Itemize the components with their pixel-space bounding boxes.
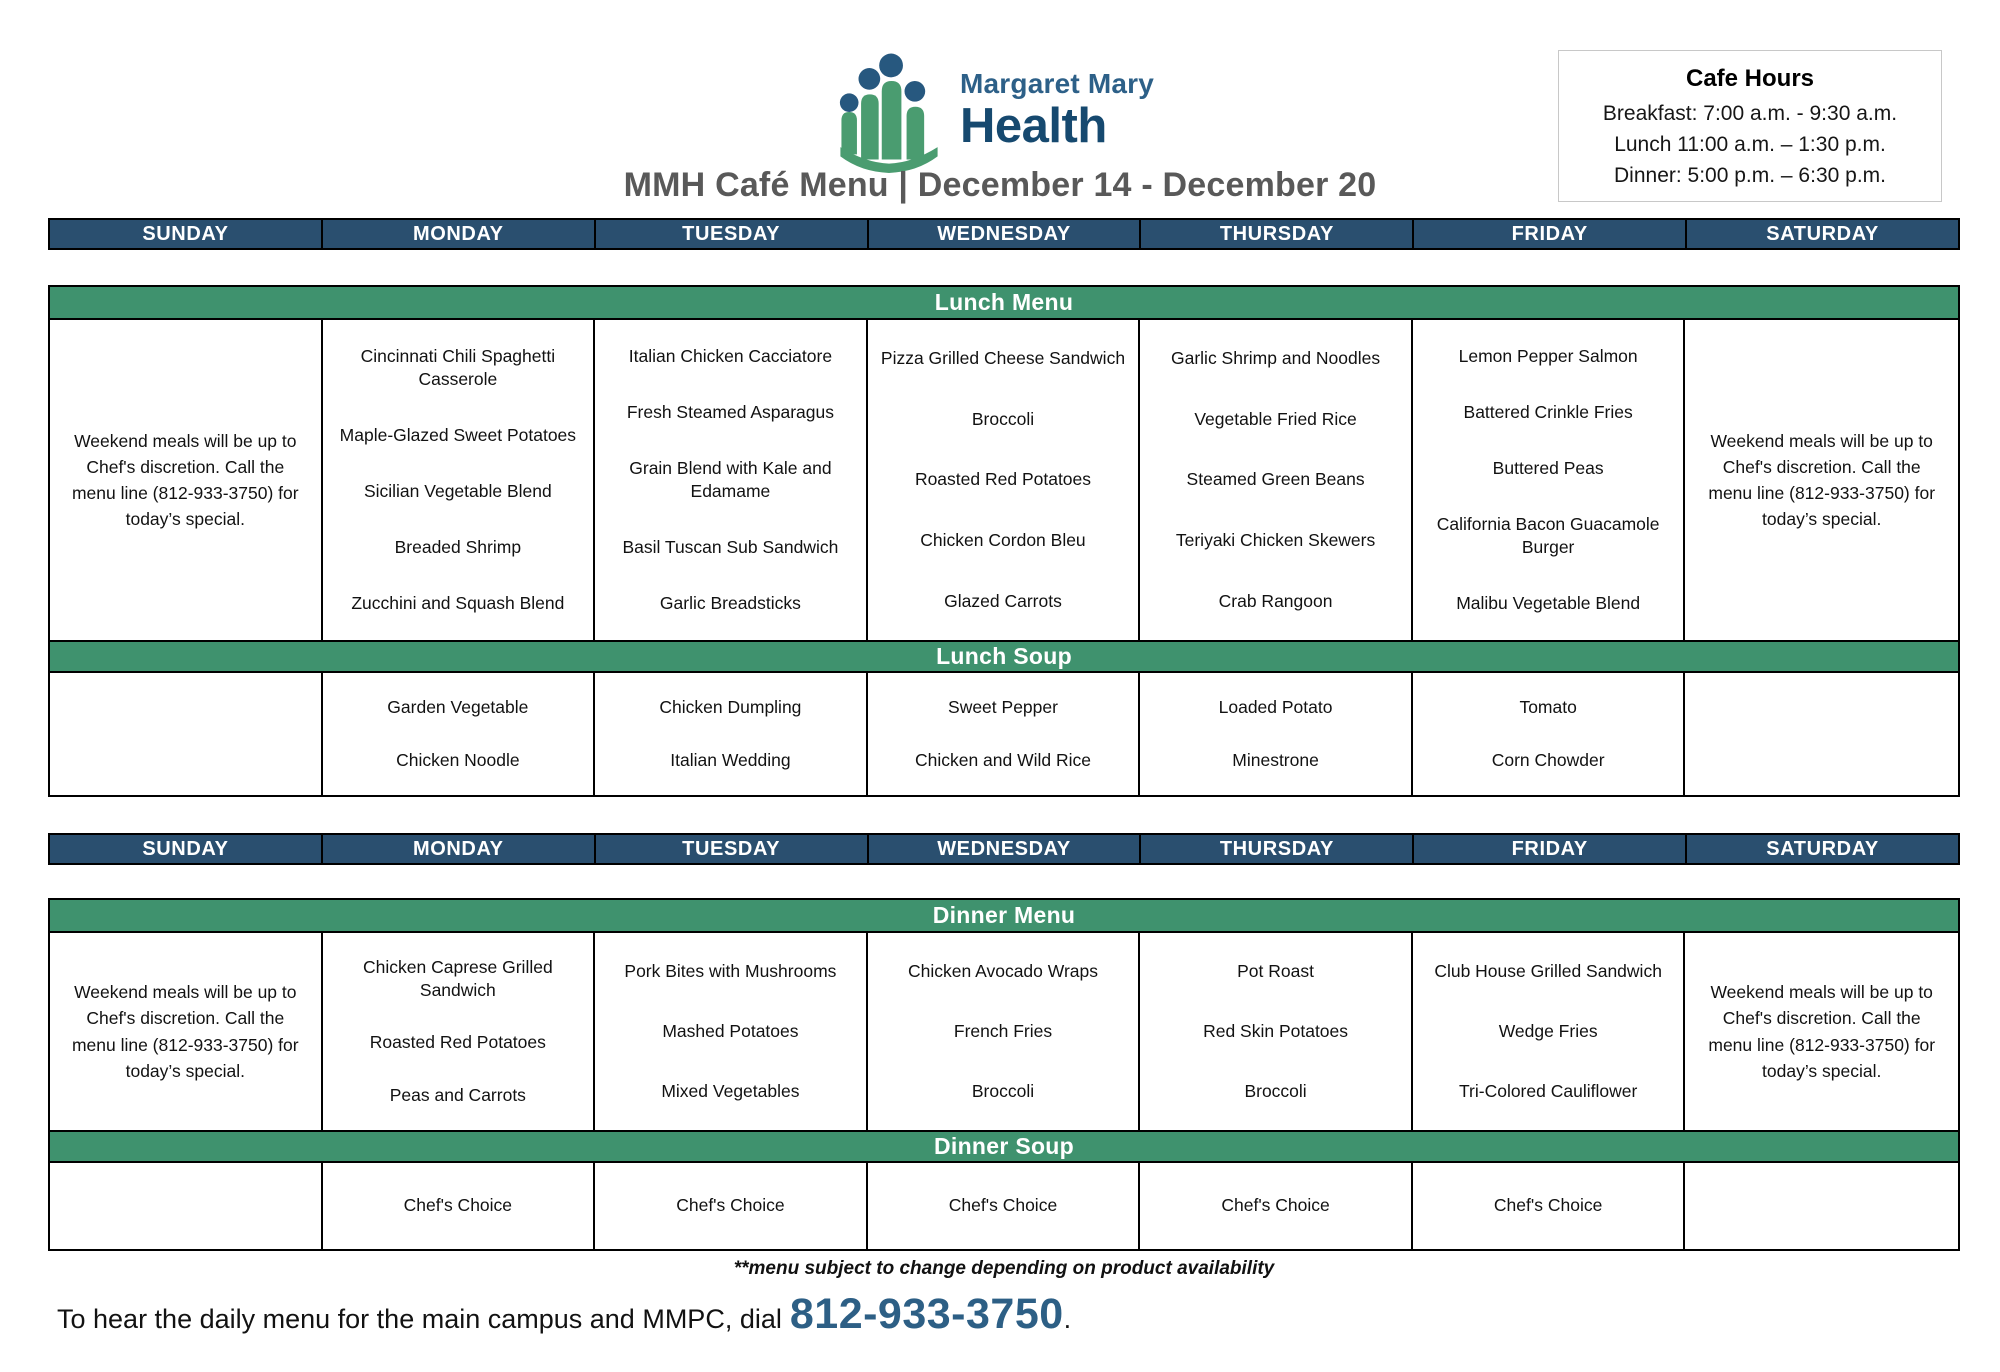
dinner-cell-tuesday	[595, 933, 868, 1130]
menu-item: Roasted Red Potatoes	[369, 1032, 546, 1053]
menu-item: California Bacon Guacamole Burger	[1436, 514, 1660, 558]
dinner-menu-grid	[50, 933, 1958, 1130]
menu-item: Grain Blend with Kale and Edamame	[629, 457, 832, 501]
dinner-cell-saturday	[1685, 933, 1958, 1130]
menu-item: Maple-Glazed Sweet Potatoes	[339, 424, 577, 445]
menu-item: Club House Grilled Sandwich	[1434, 960, 1662, 981]
cafe-hours-dinner: Dinner: 5:00 p.m. – 6:30 p.m.	[1614, 163, 1886, 187]
menu-item: Pork Bites with Mushrooms	[624, 960, 837, 981]
weekend-note: Weekend meals will be up to Chef's discretion. Call the menu line (812-933-3750) for today’s special.	[71, 982, 299, 1081]
menu-item: Fresh Steamed Asparagus	[626, 401, 835, 422]
soup-item: Chef's Choice	[948, 1195, 1058, 1216]
menu-item: French Fries	[953, 1020, 1053, 1041]
soup-item: Chicken Noodle	[396, 749, 520, 770]
day-header-tuesday: TUESDAY	[596, 835, 867, 863]
lunch-cell-monday	[323, 320, 596, 640]
menu-item: Glazed Carrots	[944, 591, 1062, 612]
cafe-hours-lunch: Lunch 11:00 a.m. – 1:30 p.m.	[1614, 132, 1886, 156]
menu-item: Chicken Avocado Wraps	[907, 960, 1098, 981]
dinner-soup-friday	[1413, 1163, 1686, 1249]
soup-item: Loaded Potato	[1218, 696, 1333, 717]
menu-item: Crab Rangoon	[1218, 591, 1333, 612]
menu-item: Wedge Fries	[1498, 1020, 1598, 1041]
day-header-monday: MONDAY	[323, 220, 594, 248]
lunch-menu-grid	[50, 320, 1958, 640]
dinner-cell-thursday	[1140, 933, 1413, 1130]
lunch-soup-saturday	[1685, 673, 1958, 795]
menu-item: Buttered Peas	[1492, 457, 1604, 478]
weekend-note: Weekend meals will be up to Chef's discretion. Call the menu line (812-933-3750) for today’s special.	[1708, 430, 1936, 530]
lunch-table	[48, 285, 1960, 797]
menu-item: Roasted Red Potatoes	[914, 469, 1092, 490]
dinner-soup-thursday	[1140, 1163, 1413, 1249]
menu-item: Sicilian Vegetable Blend	[363, 480, 552, 501]
day-header-friday: FRIDAY	[1414, 835, 1685, 863]
brand-name-top: Margaret Mary	[960, 68, 1155, 99]
phone-line-text: To hear the daily menu for the main campus and MMPC, dial	[57, 1304, 782, 1334]
day-header-thursday: THURSDAY	[1141, 835, 1412, 863]
lunch-soup-grid	[50, 673, 1958, 795]
soup-item: Italian Wedding	[670, 749, 791, 770]
dinner-menu-banner: Dinner Menu	[50, 900, 1958, 933]
weekend-note: Weekend meals will be up to Chef's discretion. Call the menu line (812-933-3750) for today’s special.	[71, 430, 299, 530]
soup-item: Chef's Choice	[1221, 1195, 1330, 1216]
day-header-saturday: SATURDAY	[1687, 220, 1958, 248]
lunch-soup-wednesday	[868, 673, 1141, 795]
menu-item: Pizza Grilled Cheese Sandwich	[880, 347, 1126, 368]
availability-footnote: **menu subject to change depending on product availability	[733, 1258, 1275, 1279]
dinner-cell-friday	[1413, 933, 1686, 1130]
soup-item: Garden Vegetable	[387, 696, 529, 717]
menu-item: Chicken Caprese Grilled Sandwich	[363, 956, 553, 1000]
cafe-hours-box	[1558, 50, 1942, 202]
menu-item: Vegetable Fried Rice	[1194, 408, 1357, 429]
lunch-soup-tuesday	[595, 673, 868, 795]
menu-item: Steamed Green Beans	[1186, 469, 1365, 490]
day-header-monday: MONDAY	[323, 835, 594, 863]
soup-item: Corn Chowder	[1491, 749, 1605, 770]
day-header-wednesday: WEDNESDAY	[869, 835, 1140, 863]
dinner-cell-sunday	[50, 933, 323, 1130]
day-header-sunday: SUNDAY	[50, 835, 321, 863]
menu-item: Broccoli	[971, 408, 1035, 429]
menu-item: Tri-Colored Cauliflower	[1458, 1081, 1638, 1102]
menu-item: Teriyaki Chicken Skewers	[1175, 530, 1376, 551]
menu-item: Italian Chicken Cacciatore	[628, 345, 833, 366]
lunch-cell-wednesday	[868, 320, 1141, 640]
brand-text	[960, 68, 1154, 154]
dinner-soup-sunday	[50, 1163, 323, 1249]
lunch-soup-thursday	[1140, 673, 1413, 795]
lunch-cell-tuesday	[595, 320, 868, 640]
dinner-soup-wednesday	[868, 1163, 1141, 1249]
menu-item: Cincinnati Chili Spaghetti Casserole	[360, 345, 556, 389]
day-header-thursday: THURSDAY	[1141, 220, 1412, 248]
day-header-row-dinner	[48, 833, 1960, 865]
phone-number: 812-933-3750	[789, 1290, 1064, 1338]
dinner-soup-saturday	[1685, 1163, 1958, 1249]
lunch-menu-banner: Lunch Menu	[50, 287, 1958, 320]
page-title: MMH Café Menu | December 14 - December 20	[623, 166, 1377, 204]
menu-item: Peas and Carrots	[389, 1085, 526, 1106]
day-header-tuesday: TUESDAY	[596, 220, 867, 248]
lunch-cell-saturday	[1685, 320, 1958, 640]
day-header-sunday: SUNDAY	[50, 220, 321, 248]
menu-item: Garlic Shrimp and Noodles	[1171, 347, 1381, 368]
lunch-soup-banner: Lunch Soup	[50, 640, 1958, 673]
soup-item: Minestrone	[1232, 749, 1319, 770]
lunch-soup-sunday	[50, 673, 323, 795]
cafe-hours-breakfast: Breakfast: 7:00 a.m. - 9:30 a.m.	[1602, 102, 1898, 125]
soup-item: Sweet Pepper	[948, 696, 1058, 717]
menu-item: Garlic Breadsticks	[659, 593, 801, 614]
menu-item: Zucchini and Squash Blend	[351, 593, 565, 614]
soup-item: Chicken and Wild Rice	[914, 749, 1092, 770]
menu-item: Lemon Pepper Salmon	[1458, 345, 1638, 366]
dinner-table	[48, 898, 1960, 1251]
menu-item: Broccoli	[1244, 1081, 1307, 1102]
day-header-wednesday: WEDNESDAY	[869, 220, 1140, 248]
dinner-soup-grid	[50, 1163, 1958, 1249]
menu-item: Pot Roast	[1237, 960, 1314, 981]
lunch-cell-sunday	[50, 320, 323, 640]
dinner-soup-banner: Dinner Soup	[50, 1130, 1958, 1163]
brand-name-bottom: Health	[960, 99, 1107, 153]
lunch-soup-friday	[1413, 673, 1686, 795]
weekend-note: Weekend meals will be up to Chef's discretion. Call the menu line (812-933-3750) for today’s special.	[1708, 982, 1936, 1081]
menu-item: Malibu Vegetable Blend	[1456, 593, 1641, 614]
soup-item: Tomato	[1519, 696, 1577, 717]
cafe-hours-title: Cafe Hours	[1685, 65, 1815, 92]
day-header-saturday: SATURDAY	[1687, 835, 1958, 863]
soup-item: Chef's Choice	[1493, 1195, 1603, 1216]
brand-logo	[828, 52, 1154, 174]
phone-line-suffix: .	[1063, 1304, 1072, 1334]
soup-item: Chicken Dumpling	[659, 696, 802, 717]
lunch-cell-friday	[1413, 320, 1686, 640]
menu-item: Battered Crinkle Fries	[1463, 401, 1633, 422]
menu-item: Mixed Vegetables	[661, 1081, 800, 1102]
dinner-cell-monday	[323, 933, 596, 1130]
daily-menu-phone-line	[57, 1290, 1071, 1339]
dinner-cell-wednesday	[868, 933, 1141, 1130]
lunch-cell-thursday	[1140, 320, 1413, 640]
menu-item: Chicken Cordon Bleu	[920, 530, 1086, 551]
day-header-friday: FRIDAY	[1414, 220, 1685, 248]
lunch-soup-monday	[323, 673, 596, 795]
menu-item: Breaded Shrimp	[394, 537, 522, 558]
menu-item: Red Skin Potatoes	[1203, 1020, 1349, 1041]
dinner-soup-tuesday	[595, 1163, 868, 1249]
soup-item: Chef's Choice	[403, 1195, 513, 1216]
mmh-logo-icon	[828, 52, 950, 174]
menu-item: Broccoli	[971, 1081, 1035, 1102]
day-header-row-lunch	[48, 218, 1960, 250]
soup-item: Chef's Choice	[676, 1195, 785, 1216]
dinner-soup-monday	[323, 1163, 596, 1249]
menu-item: Basil Tuscan Sub Sandwich	[622, 537, 839, 558]
menu-item: Mashed Potatoes	[662, 1020, 799, 1041]
